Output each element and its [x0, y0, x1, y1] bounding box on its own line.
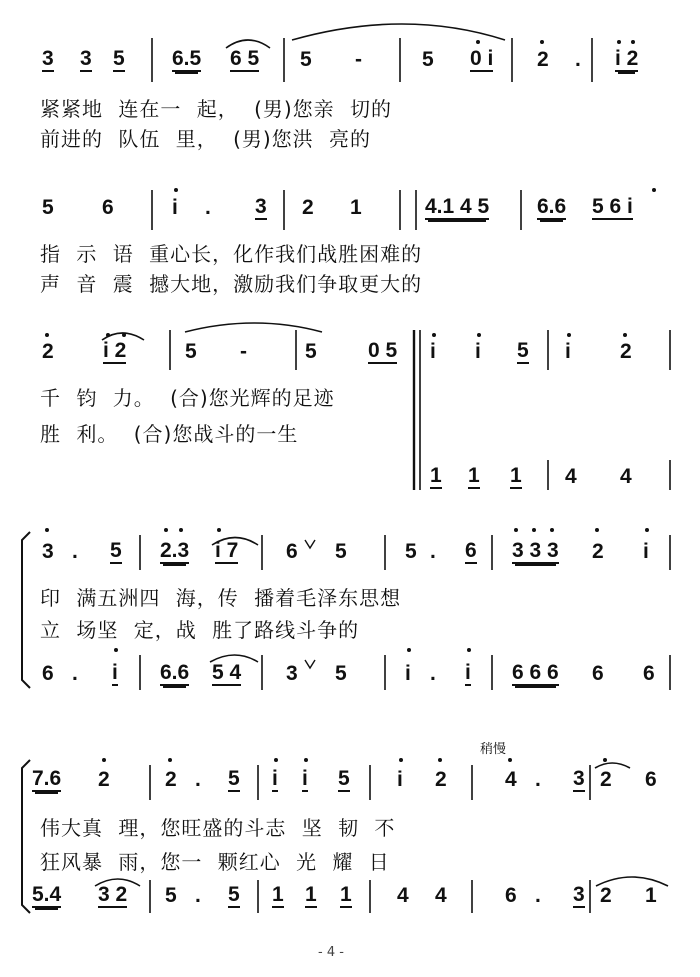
lyric-line: 紧紧地 连在一 起， (男)您亲 切的 — [40, 97, 393, 121]
notes-note: i 2 — [615, 47, 639, 70]
notes-note: i — [565, 340, 571, 363]
lower-note: 6.6 — [160, 661, 190, 684]
notes-note: 5 — [113, 47, 125, 70]
notes-note: 2 — [600, 768, 612, 791]
notes-note: 5 — [335, 540, 347, 563]
notes-note: i — [430, 340, 436, 363]
notes-note: . — [430, 540, 436, 563]
lower-note: 3 — [286, 662, 298, 685]
lower-note: 1 — [510, 464, 522, 487]
lower-note: 3 2 — [98, 883, 128, 906]
lower-note: 5 — [165, 884, 177, 907]
lower-note: 6 — [42, 662, 54, 685]
tempo-mark: 稍慢 — [480, 742, 507, 757]
lower-note: 4 — [620, 465, 632, 488]
lower-note: 1 — [430, 464, 442, 487]
lower-note: 1 — [305, 883, 317, 906]
notes-note: 7.6 — [32, 767, 62, 790]
page-number: - 4 - — [318, 945, 344, 960]
lower-note: 6 — [592, 662, 604, 685]
notes-note: 5 — [228, 767, 240, 790]
notes-note: 5 — [338, 767, 350, 790]
lower-note: 1 — [645, 884, 657, 907]
lower-note: 5 — [228, 883, 240, 906]
lower-note: 6 — [505, 884, 517, 907]
lower-note: 5 4 — [212, 661, 242, 684]
lower-note: 1 — [468, 464, 480, 487]
notes-note: 5 — [517, 339, 529, 362]
lower-note: 3 — [573, 883, 585, 906]
notes-note: 2 — [302, 196, 314, 219]
lower-note: . — [195, 884, 201, 907]
notes-note: 6 5 — [230, 47, 260, 70]
notes-note: . — [195, 768, 201, 791]
notes-note: 2 — [165, 768, 177, 791]
notes-note: 5 — [42, 196, 54, 219]
lower-note: 4 — [565, 465, 577, 488]
lower-note: i — [112, 661, 118, 684]
notes-note: . — [535, 768, 541, 791]
notes-note: 2 — [435, 768, 447, 791]
notes-note: 4 — [505, 768, 517, 791]
notes-note: i — [302, 767, 308, 790]
notes-note: 0 5 — [368, 339, 398, 362]
notes-note: . — [205, 196, 211, 219]
notes-note: 6 — [645, 768, 657, 791]
notes-note: i — [272, 767, 278, 790]
notes-note: 5 — [185, 340, 197, 363]
notes-note: 4.1 4 5 — [425, 195, 490, 218]
notes-note: 2.3 — [160, 539, 190, 562]
notes-note: 2 — [42, 340, 54, 363]
lower-note: 1 — [272, 883, 284, 906]
lyric-line: 胜 利。 (合)您战斗的一生 — [40, 422, 299, 446]
notes-note: i — [475, 340, 481, 363]
notes-note: 3 — [573, 767, 585, 790]
lower-note: 6 — [643, 662, 655, 685]
notes-note: 6.6 — [537, 195, 567, 218]
notes-note: 6 — [102, 196, 114, 219]
lyric-line: 立 场坚 定，战 胜了路线斗争的 — [40, 618, 360, 642]
notes-note: i — [643, 540, 649, 563]
notes-note: 2 — [592, 540, 604, 563]
notes-note: 2 — [537, 48, 549, 71]
notes-note: 5 — [305, 340, 317, 363]
lower-note: 1 — [340, 883, 352, 906]
notes-note: 5 6 i — [592, 195, 633, 218]
notes-note: . — [72, 540, 78, 563]
notes-note: 6 — [286, 540, 298, 563]
lower-note: 4 — [397, 884, 409, 907]
lyric-line: 印 满五洲四 海，传 播着毛泽东思想 — [40, 586, 402, 610]
notes-note: 5 — [405, 540, 417, 563]
notes-note: 0 i — [470, 47, 494, 70]
lyric-line: 狂风暴 雨，您一 颗红心 光 耀 日 — [40, 850, 390, 874]
notes-note: 5 — [110, 539, 122, 562]
notes-note: 2 — [98, 768, 110, 791]
notes-note: 6 — [465, 539, 477, 562]
lyric-line: 伟大真 理，您旺盛的斗志 坚 韧 不 — [40, 816, 396, 840]
lower-note: 4 — [435, 884, 447, 907]
notes-note: 3 — [42, 540, 54, 563]
notes-note: 3 — [80, 47, 92, 70]
lyric-line: 声 音 震 撼大地，激励我们争取更大的 — [40, 272, 423, 296]
notes-note: 1 — [350, 196, 362, 219]
lyric-line: 千 钧 力。 (合)您光辉的足迹 — [40, 386, 335, 410]
notes-note: . — [575, 48, 581, 71]
lower-note: i — [405, 662, 411, 685]
notes-note: - — [240, 340, 247, 363]
lower-note: i — [465, 661, 471, 684]
notes-note: i — [397, 768, 403, 791]
lyric-line: 指 示 语 重心长，化作我们战胜困难的 — [40, 242, 423, 266]
lower-note: 2 — [600, 884, 612, 907]
lyric-line: 前进的 队伍 里， (男)您洪 亮的 — [40, 127, 372, 151]
notes-note: - — [355, 48, 362, 71]
notes-note: i 7 — [215, 539, 239, 562]
lower-note: . — [535, 884, 541, 907]
lower-note: 5 — [335, 662, 347, 685]
notes-note: 5 — [422, 48, 434, 71]
notes-note: 3 — [42, 47, 54, 70]
lower-note: 5.4 — [32, 883, 62, 906]
notes-note: i — [172, 196, 178, 219]
lower-note: . — [430, 662, 436, 685]
notes-note: 3 3 3 — [512, 539, 559, 562]
lower-note: . — [72, 662, 78, 685]
notes-note: i 2 — [103, 339, 127, 362]
notes-note: 6.5 — [172, 47, 202, 70]
notes-note: 3 — [255, 195, 267, 218]
notes-note: 5 — [300, 48, 312, 71]
notes-note: 2 — [620, 340, 632, 363]
lower-note: 6 6 6 — [512, 661, 559, 684]
